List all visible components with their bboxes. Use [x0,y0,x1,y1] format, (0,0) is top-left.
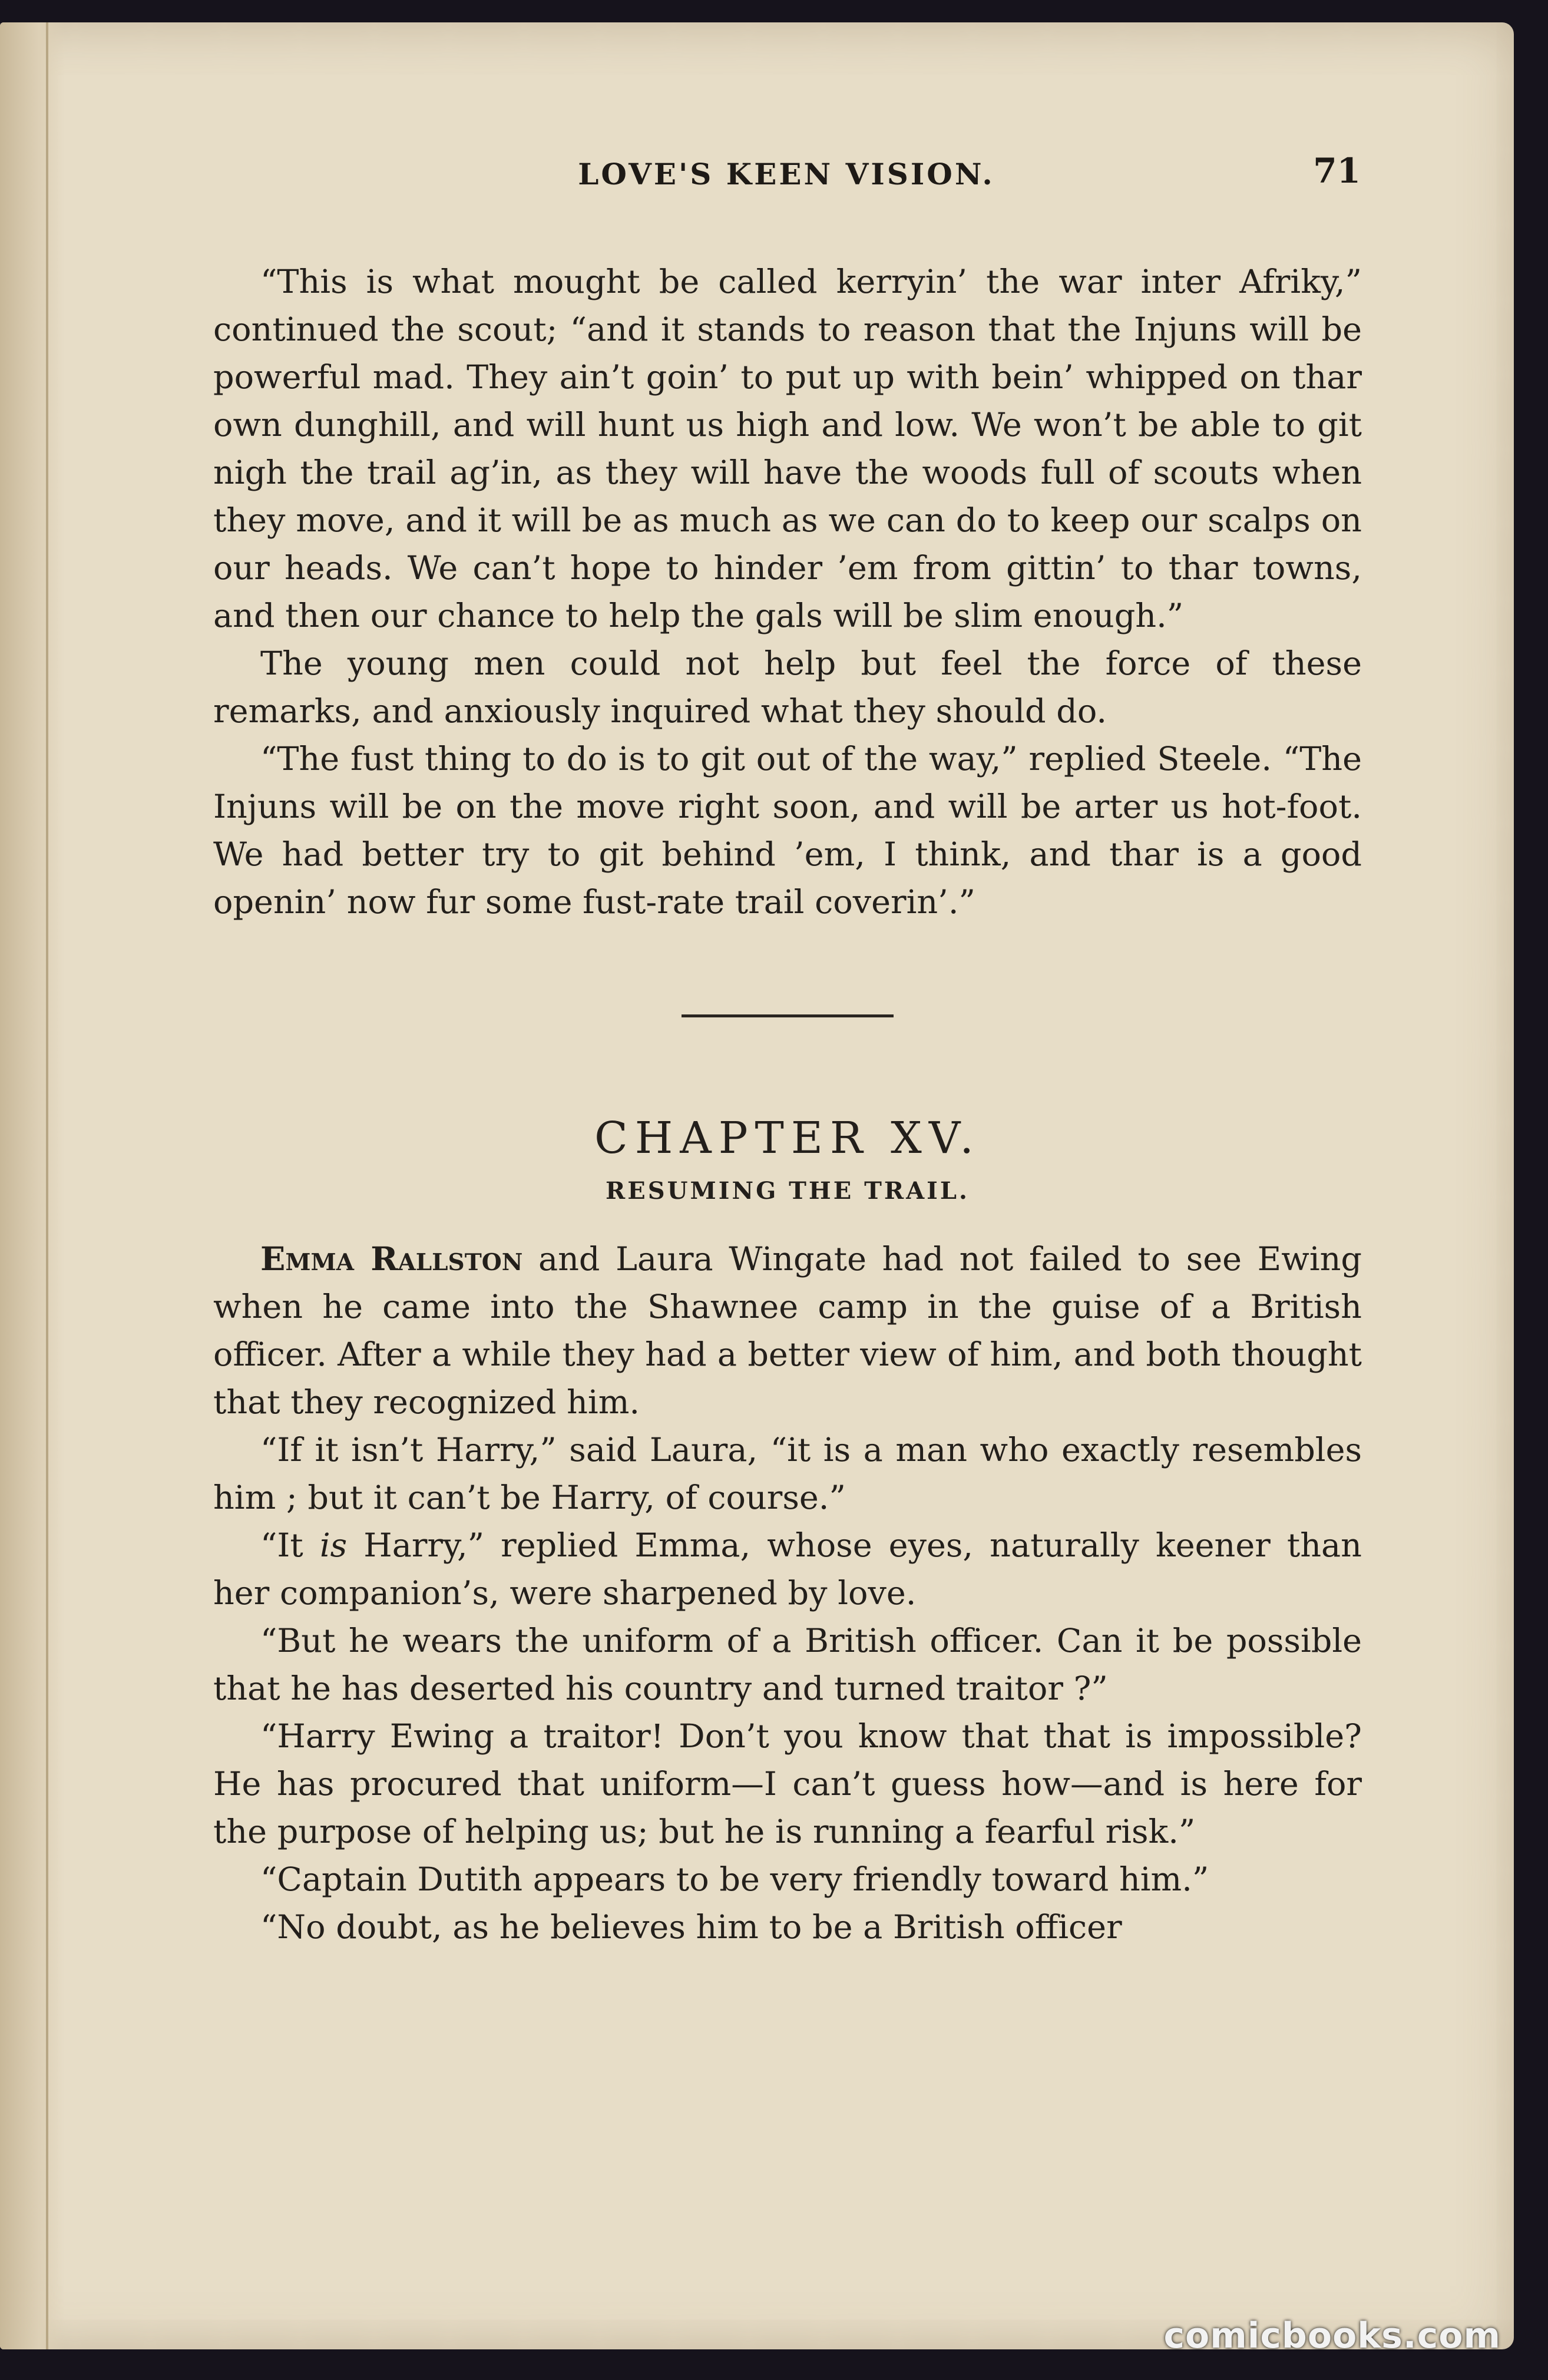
emphasis: is [319,1526,348,1565]
paragraph-text: “It [260,1526,320,1565]
paragraph-text: Harry,” replied Emma, whose eyes, naturally keener than her companion’s, were sharpened by love. [213,1526,1362,1612]
paragraph: “But he wears the uniform of a British officer. Can it be possible that he has deserted his country and turned traitor ?” [213,1622,1362,1708]
paragraph: “The fust thing to do is to git out of the way,” replied Steele. “The Injuns will be on the move right soon, and will be arter us hot-foot. We had better try to git behind ’em, I think, and thar is a good openin’ now fur some fust-rate trail coverin’.” [213,740,1362,921]
running-title: LOVE'S KEEN VISION. [578,157,995,191]
paragraph: The young men could not help but feel the force of these remarks, and anxiously inquired what they should do. [213,644,1362,730]
paragraph: “If it isn’t Harry,” said Laura, “it is a man who exactly resembles him ; but it can’t be Harry, of course.” [213,1431,1362,1517]
paragraph [213,1522,1362,1617]
paragraph: “Harry Ewing a traitor! Don’t you know that that is impossible? He has procured that uniform—I can’t guess how—and is here for the purpose of helping us; but he is running a fearful risk.” [213,1717,1362,1851]
section-rule [682,1014,894,1017]
watermark: comicbooks.com [1163,2315,1501,2356]
paragraph: “No doubt, as he believes him to be a British officer [260,1908,1122,1946]
body-text [213,258,1362,1951]
gutter-line [46,22,48,2349]
chapter-subtitle: RESUMING THE TRAIL. [606,1177,970,1205]
page-gutter [0,22,65,2349]
paragraph-text: and Laura Wingate had not failed to see Ewing when he came into the Shawnee camp in the guise of a British officer. After a while they had a better view of him, and both thought that they recognized him. [213,1240,1362,1422]
paragraph-lead: Emma Rallston [260,1240,523,1278]
paragraph: “This is what mought be called kerryin’ the war inter Afriky,” continued the scout; “and it stands to reason that the Injuns will be powerful mad. They ain’t goin’ to put up with bein’ whipped on thar own dunghill, and will hunt us high and low. We won’t be able to git nigh the trail ag’in, as they will have the woods full of scouts when they move, and it will be as much as we can do to keep our scalps on our heads. We can’t hope to hinder ’em from gittin’ to thar towns, and then our chance to help the gals will be slim enough.” [213,263,1362,635]
chapter-title: CHAPTER XV. [594,1113,981,1163]
paragraph [213,1235,1362,1426]
running-head [212,151,1361,210]
book-page [0,22,1514,2349]
page-number: 71 [1313,151,1361,191]
paragraph: “Captain Dutith appears to be very friendly toward him.” [260,1860,1209,1899]
